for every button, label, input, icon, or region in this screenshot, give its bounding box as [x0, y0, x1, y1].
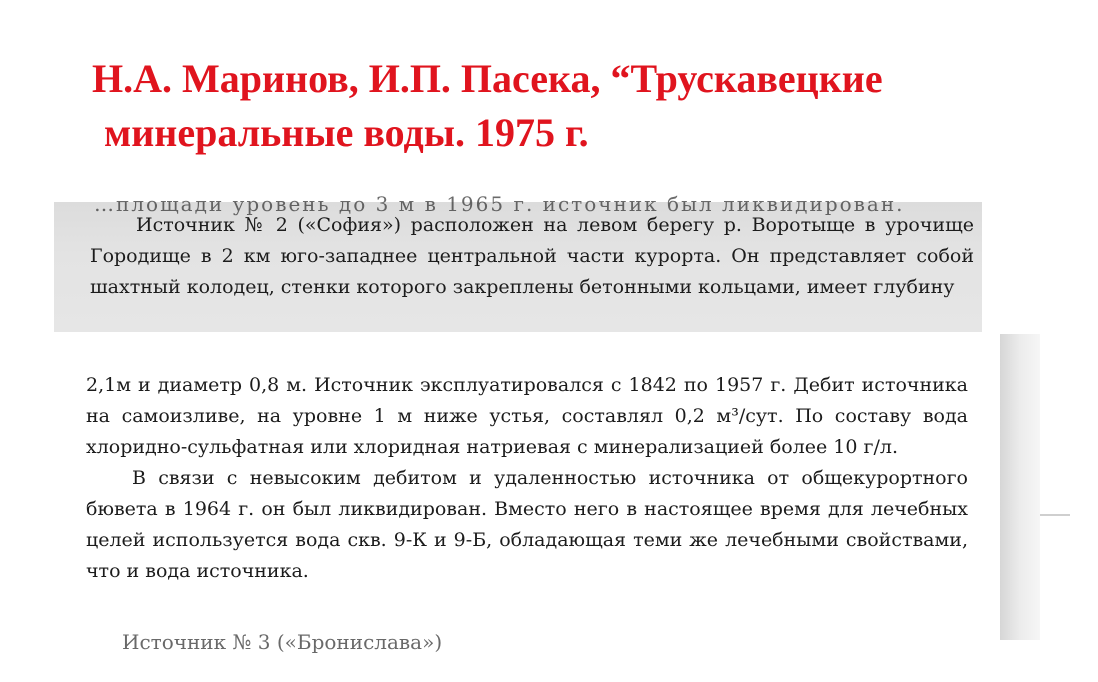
- scan-margin-shadow: [1000, 334, 1040, 640]
- scanned-excerpt-top: [54, 192, 982, 332]
- scanned-excerpt-bottom: [62, 334, 988, 654]
- title-line-2: минеральные воды. 1975 г.: [104, 110, 589, 155]
- cut-off-line: …площади уровень до 3 м в 1965 г. источник был ликвидирован.: [94, 192, 905, 216]
- excerpt-body-bottom: [86, 370, 968, 587]
- scan-margin-line: [1040, 514, 1070, 516]
- paragraph-liquidation: В связи с невысоким дебитом и удаленностью источника от общекурортного бювета в 1964 г. он был ликвидирован. Вместо него в настоящее время для лечебных целей используется вода скв. 9-К и 9-Б, обладающая теми же лечебными свойствами, что и вода источника.: [86, 467, 968, 582]
- slide-title: [92, 52, 1082, 160]
- paragraph-continuation: 2,1м и диаметр 0,8 м. Источник эксплуатировался с 1842 по 1957 г. Дебит источника на самоизливе, на уровне 1 м ниже устья, составлял 0,2 м³/сут. По составу вода хлоридно-сульфатная или хлоридная натриевая с минерализацией более 10 г/л.: [86, 374, 968, 458]
- title-line-1: Н.А. Маринов, И.П. Пасека, “Трускавецкие: [92, 56, 883, 101]
- excerpt-body-top: [90, 210, 974, 303]
- cut-off-line-bottom: Источник № 3 («Бронислава»): [122, 630, 443, 654]
- paragraph-source-2: Источник № 2 («София») расположен на левом берегу р. Воротыще в урочище Городище в 2 км юго-западнее центральной части курорта. Он представляет собой шахтный колодец, стенки которого закреплены бетонными кольцами, имеет глубину: [90, 214, 974, 298]
